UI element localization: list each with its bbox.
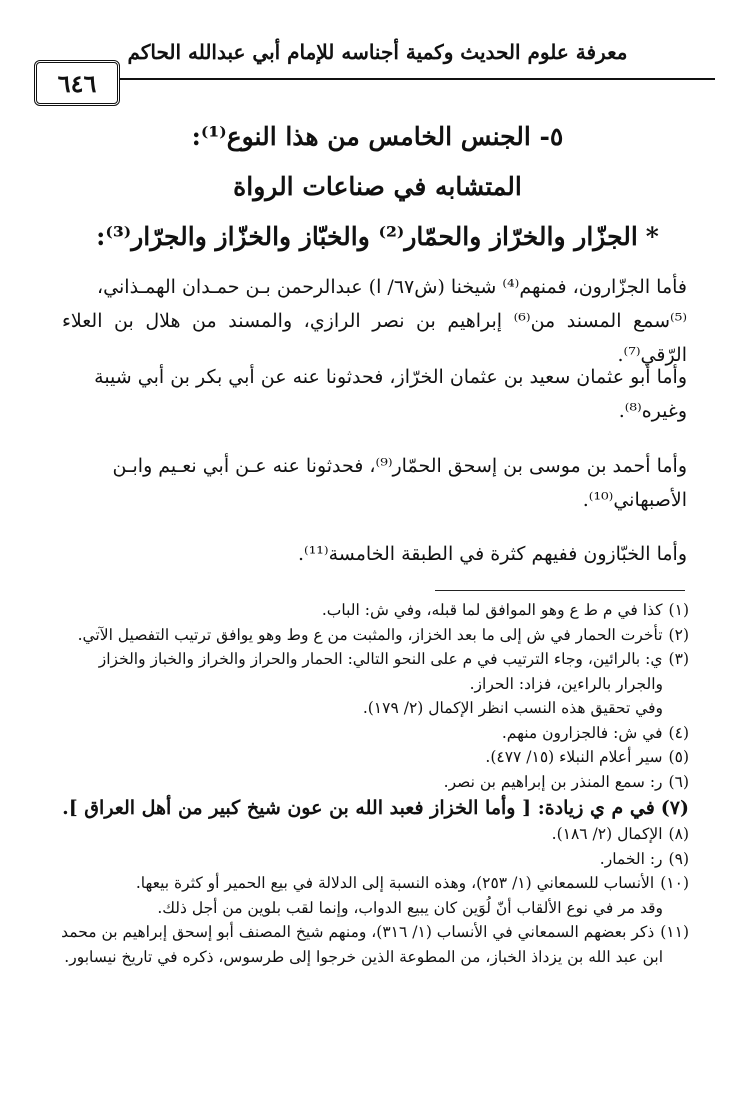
footnote-2 bbox=[50, 623, 689, 648]
footnote-9 bbox=[50, 847, 689, 872]
footnote-continuation: ابن عبد الله بن يزداذ الخباز، من المطوعة الذين خرجوا إلى طرسوس، ذكره في تاريخ نيسابور. bbox=[64, 947, 663, 966]
footnote-text: كذا في م ط ع وهو الموافق لما قبله، وفي ش: الباب. bbox=[321, 601, 663, 619]
names-heading-text: الجزّار والخرّاز والحمّار⁽²⁾ والخبّاز والخزّاز والجرّار⁽³⁾: bbox=[96, 222, 638, 251]
footnote-text: تأخرت الحمار في ش إلى ما بعد الخزاز، والمثبت من ع وط وهو يوافق ترتيب التفصيل الآتي. bbox=[77, 625, 663, 644]
footnote-number: (١٠) bbox=[660, 874, 689, 892]
footnote-number: (١١) bbox=[660, 923, 689, 941]
footnote-text: ذكر بعضهم السمعاني في الأنساب (١/ ٣١٦)، ومنهم شيخ المصنف أبو إسحق إبراهيم بن محمد bbox=[61, 923, 655, 941]
footnote-7 bbox=[50, 794, 689, 822]
section-heading: ٥- الجنس الخامس من هذا النوع⁽¹⁾: bbox=[191, 122, 564, 151]
footnote-6 bbox=[50, 770, 689, 795]
running-header: معرفة علوم الحديث وكمية أجناسه للإمام أبي عبدالله الحاكم bbox=[127, 40, 628, 64]
footnote-1 bbox=[50, 598, 689, 623]
footnote-text: سير أعلام النبلاء (١٥/ ٤٧٧). bbox=[485, 748, 663, 766]
footnote-number: (٢) bbox=[668, 625, 689, 644]
footnote-text: ر: سمع المنذر بن إبراهيم بن نصر. bbox=[443, 772, 663, 791]
footnote-text: في م ي زيادة: [ وأما الخزاز فعبد الله بن عون شيخ كبير من أهل العراق ]. bbox=[62, 797, 655, 819]
paragraph-line: وأما أحمد بن موسى بن إسحق الحمّار⁽⁹⁾، فحدثونا عنه عـن أبي نعـيم وابـن bbox=[112, 455, 687, 477]
paragraph-jazzarun bbox=[62, 270, 687, 372]
footnote-11 bbox=[50, 920, 689, 945]
names-heading bbox=[40, 222, 715, 251]
footnote-number: (٨) bbox=[668, 825, 689, 843]
footnote-text: ي: بالرائين، وجاء الترتيب في م على النحو التالي: الحمار والحراز والخراز والخباز والخزاز bbox=[98, 650, 663, 668]
footnote-continuation: والجرار بالراءين، فزاد: الحراز. bbox=[469, 674, 663, 693]
footnote-text: الإكمال (٢/ ١٨٦). bbox=[551, 825, 663, 843]
header-rule bbox=[120, 78, 715, 80]
star-bullet-icon: * bbox=[645, 222, 659, 251]
paragraph-line: ⁽⁵⁾سمع المسند من⁽⁶⁾ إبراهيم بن نصر الرازي، والمسند من هلال بن العلاء الرّقي⁽⁷⁾. bbox=[62, 310, 687, 366]
footnotes bbox=[50, 598, 689, 969]
paragraph-khabbazun bbox=[62, 537, 687, 571]
footnote-number: (٣) bbox=[668, 650, 689, 668]
paragraph-line: فأما الجزّارون، فمنهم⁽⁴⁾ شيخنا (ش٦٧/ ا) عبدالرحمن بـن حمـدان الهمـذاني، bbox=[97, 276, 687, 298]
paragraph-line: الأصبهاني⁽¹⁰⁾. bbox=[582, 489, 687, 511]
footnote-text: الأنساب للسمعاني (١/ ٢٥٣)، وهذه النسبة إلى الدلالة في بيع الحمير أو كثرة بيعها. bbox=[135, 874, 655, 892]
footnote-text: في ش: فالجزارون منهم. bbox=[501, 723, 663, 742]
footnote-number: (٩) bbox=[668, 849, 689, 868]
footnote-number: (٧) bbox=[660, 797, 689, 819]
paragraph-line: وغيره⁽⁸⁾. bbox=[618, 400, 687, 422]
paragraph-line: وأما أبو عثمان سعيد بن عثمان الخرّاز، فحدثونا عنه عن أبي بكر بن أبي شيبة bbox=[94, 366, 687, 388]
footnote-8 bbox=[50, 822, 689, 847]
footnote-continuation: وفي تحقيق هذه النسب انظر الإكمال (٢/ ١٧٩). bbox=[362, 699, 663, 717]
footnote-5 bbox=[50, 745, 689, 770]
footnote-number: (١) bbox=[668, 601, 689, 619]
footnote-4 bbox=[50, 721, 689, 746]
footnote-number: (٤) bbox=[668, 723, 689, 742]
footnote-3 bbox=[50, 647, 689, 672]
footnote-separator bbox=[435, 590, 685, 591]
footnote-number: (٥) bbox=[668, 748, 689, 766]
paragraph-hammar bbox=[62, 449, 687, 517]
footnote-continuation: وقد مر في نوع الألقاب أنّ لُوَين كان يبيع الدواب، وإنما لقب بلوين من أجل ذلك. bbox=[157, 898, 663, 917]
page-number-box: ٦٤٦ bbox=[34, 60, 120, 106]
paragraph-line: وأما الخبّازون ففيهم كثرة في الطبقة الخامسة⁽¹¹⁾. bbox=[297, 543, 687, 565]
paragraph-kharraz bbox=[62, 360, 687, 428]
footnote-text: ر: الخمار. bbox=[599, 849, 663, 868]
footnote-number: (٦) bbox=[668, 772, 689, 791]
footnote-10 bbox=[50, 871, 689, 896]
section-subtitle: المتشابه في صناعات الرواة bbox=[233, 172, 522, 201]
